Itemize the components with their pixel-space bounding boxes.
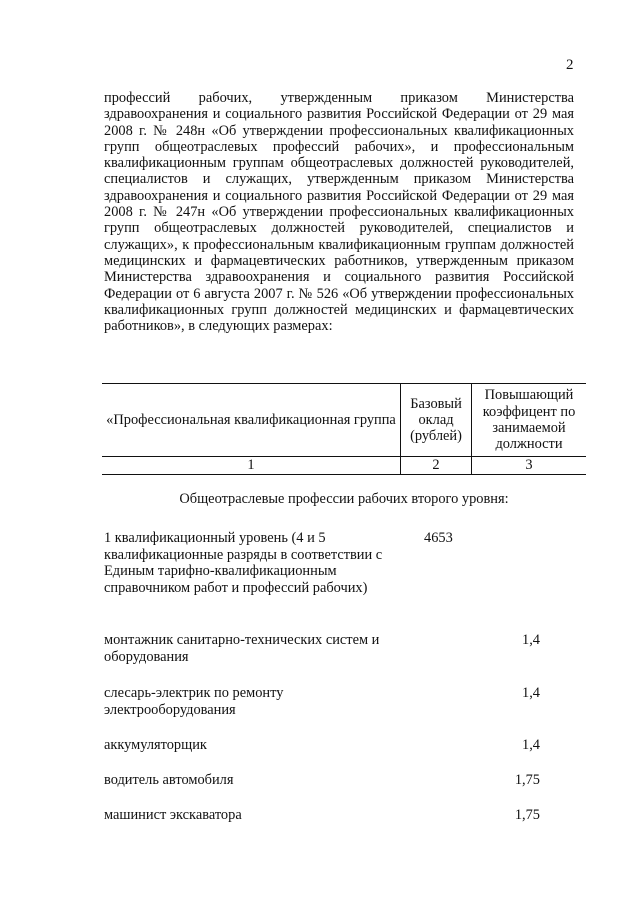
position-coefficient: 1,75 (514, 772, 540, 788)
header-base-salary: Базовый оклад (рублей) (401, 384, 472, 457)
column-number-3: 3 (472, 457, 587, 475)
qualification-level-text: 1 квалификационный уровень (4 и 5 квалификационные разряды в соответствии с Единым тарифно-квалификационным справочником работ и профессий рабочих) (104, 530, 383, 596)
position-name: водитель автомобиля (104, 772, 234, 788)
position-coefficient: 1,75 (514, 807, 540, 823)
section-heading: Общеотраслевые профессии рабочих второго уровня: (179, 491, 509, 507)
position-coefficient: 1,4 (522, 685, 540, 701)
position-coefficient: 1,4 (522, 737, 540, 753)
position-name: аккумуляторщик (104, 737, 207, 753)
header-group: «Профессиональная квалификационная группа (102, 384, 401, 457)
intro-paragraph: профессий рабочих, утвержденным приказом Министерства здравоохранения и социального развития Российской Федерации от 29 мая 2008 г. № 248н «Об утверждении профессиональных квалификационных групп общеотраслевых профессий рабочих», и профессиональным квалификационным группам общеотраслевых должностей руководителей, специалистов и служащих, утвержденным приказом Министерства здравоохранения и социального развития Российской Федерации от 29 мая 2008 г. № 247н «Об утверждении профессиональных квалификационных групп общеотраслевых должностей руководителей, специалистов и служащих», к профессиональным квалификационным группам должностей медицинских и фармацевтических работников, утвержденным приказом Министерства здравоохранения и социального развития Российской Федерации от 6 августа 2007 г. № 526 «Об утверждении профессиональных квалификационных групп должностей медицинских и фармацевтических работников», в следующих размерах: (104, 90, 574, 335)
salary-table-header (102, 383, 586, 475)
position-name: слесарь-электрик по ремонту электрооборудования (104, 685, 284, 718)
page-number: 2 (566, 57, 574, 73)
qualification-level-salary: 4653 (424, 530, 453, 546)
position-name: монтажник санитарно-технических систем и оборудования (104, 632, 380, 665)
position-name: машинист экскаватора (104, 807, 242, 823)
header-coefficient: Повышающий коэффицент по занимаемой должности (482, 387, 576, 453)
column-number-1: 1 (102, 457, 401, 475)
position-coefficient: 1,4 (522, 632, 540, 648)
column-number-2: 2 (401, 457, 472, 475)
